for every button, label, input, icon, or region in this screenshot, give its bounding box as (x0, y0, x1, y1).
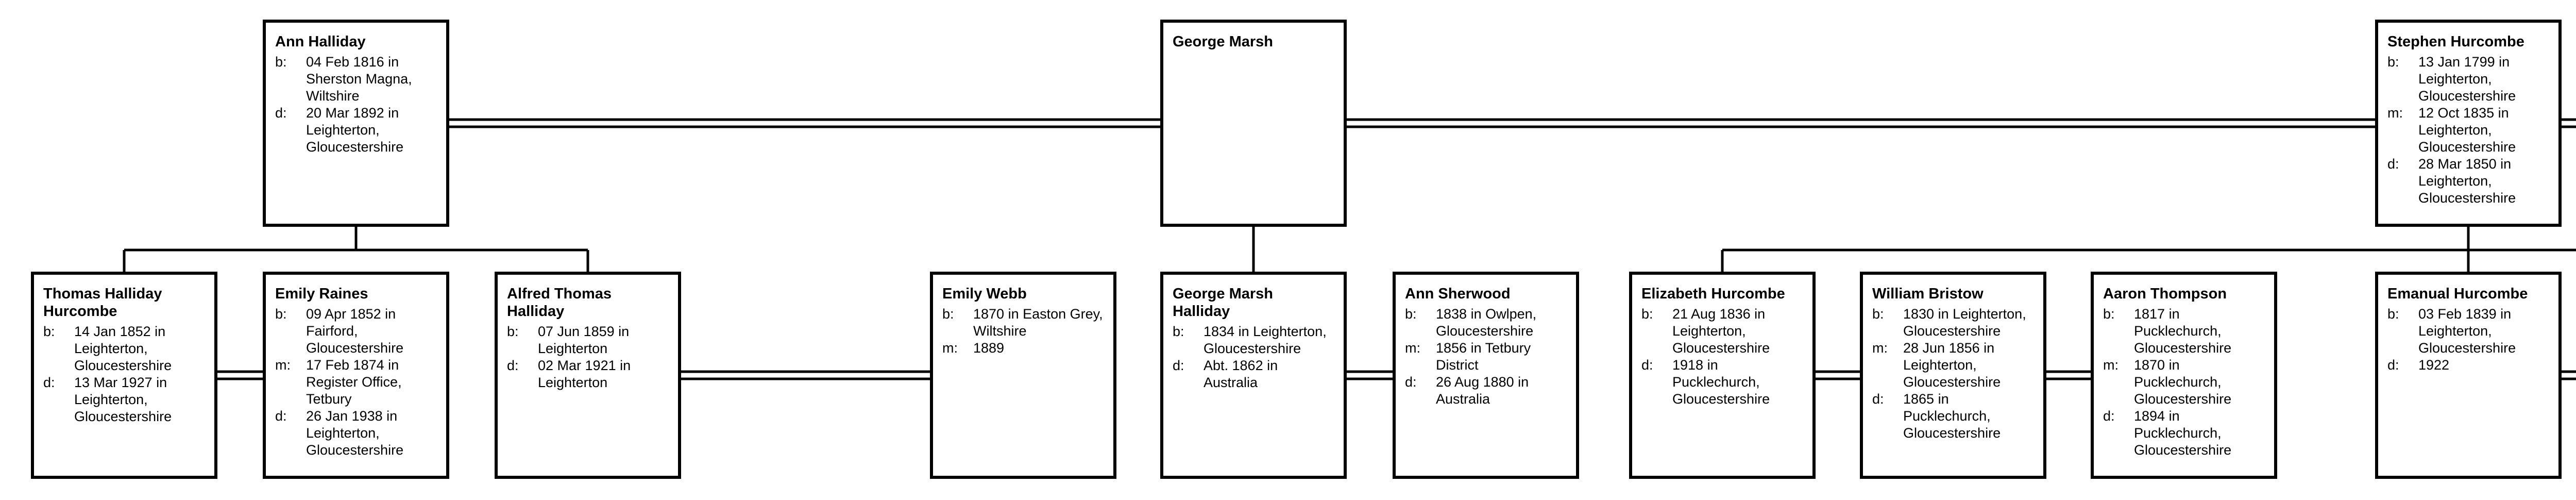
person-name: Emily Raines (275, 286, 368, 302)
fact-label: d: (1173, 358, 1184, 373)
fact-row (275, 357, 437, 408)
fact-value: 1922 (2418, 357, 2450, 373)
fact-value: 20 Mar 1892 in Leighterton, Gloucestershire (306, 105, 404, 155)
fact-value: 26 Jan 1938 in Leighterton, Gloucestershire (306, 408, 404, 458)
fact-label: d: (2387, 357, 2399, 373)
fact-label: b: (1872, 306, 1884, 322)
fact-label: m: (942, 340, 958, 356)
person-name: George Marsh Halliday (1173, 286, 1273, 320)
fact-value: 1889 (973, 340, 1005, 356)
fact-row (1173, 357, 1334, 391)
fact-row (275, 408, 437, 459)
fact-row (942, 340, 1104, 357)
fact-label: b: (1405, 306, 1417, 322)
fact-row (43, 323, 205, 374)
fact-row (2387, 105, 2549, 156)
fact-value: 1918 in Pucklechurch, Gloucestershire (1672, 357, 1770, 407)
person-name: Stephen Hurcombe (2387, 34, 2524, 50)
fact-row (275, 306, 437, 357)
person-box-william-bristow[interactable] (1860, 272, 2046, 479)
person-name: Ann Sherwood (1405, 286, 1511, 302)
person-name: Aaron Thompson (2103, 286, 2227, 302)
fact-row (507, 323, 669, 357)
fact-label: d: (1641, 357, 1653, 373)
fact-row (1173, 323, 1334, 357)
person-name: Emanual Hurcombe (2387, 286, 2528, 302)
person-box-emily-raines[interactable] (263, 272, 449, 479)
fact-label: d: (1405, 374, 1417, 390)
person-box-george-marsh[interactable] (1160, 20, 1347, 227)
fact-label: b: (2387, 306, 2399, 322)
fact-value: 28 Jun 1856 in Leighterton, Gloucestershire (1903, 340, 2001, 390)
person-name: Thomas Halliday Hurcombe (43, 286, 162, 320)
person-name: Elizabeth Hurcombe (1641, 286, 1785, 302)
fact-label: b: (2387, 54, 2399, 70)
fact-label: d: (2103, 408, 2115, 424)
fact-value: 09 Apr 1852 in Fairford, Gloucestershire (306, 306, 404, 356)
person-box-ann-halliday[interactable] (263, 20, 449, 227)
fact-value: 1894 in Pucklechurch, Gloucestershire (2134, 408, 2232, 458)
person-box-george-marsh-halliday[interactable] (1160, 272, 1347, 479)
fact-row (1405, 306, 1567, 340)
fact-label: d: (275, 105, 287, 121)
fact-value: 28 Mar 1850 in Leighterton, Gloucestershire (2418, 156, 2516, 206)
fact-row (43, 374, 205, 425)
fact-label: m: (1405, 340, 1420, 356)
fact-label: b: (43, 324, 55, 339)
fact-label: d: (507, 358, 519, 373)
fact-label: m: (1872, 340, 1888, 356)
fact-value: 02 Mar 1921 in Leighterton (538, 358, 631, 390)
fact-value: 1870 in Pucklechurch, Gloucestershire (2134, 357, 2232, 407)
fact-row (2387, 156, 2549, 207)
person-box-emanual-hurcombe[interactable] (2375, 272, 2562, 479)
fact-label: b: (275, 306, 287, 322)
fact-row (1872, 391, 2034, 442)
fact-value: 1834 in Leighterton, Gloucestershire (1204, 324, 1327, 356)
fact-label: d: (43, 375, 55, 390)
fact-label: m: (2103, 357, 2119, 373)
fact-row (1872, 306, 2034, 340)
fact-label: b: (2103, 306, 2115, 322)
fact-label: b: (275, 54, 287, 70)
fact-value: 13 Mar 1927 in Leighterton, Gloucestershire (74, 375, 172, 424)
fact-value: 14 Jan 1852 in Leighterton, Gloucestershire (74, 324, 172, 373)
fact-row (2387, 306, 2549, 357)
fact-label: m: (2387, 105, 2403, 121)
fact-value: 1870 in Easton Grey, Wiltshire (973, 306, 1103, 339)
fact-value: 1865 in Pucklechurch, Gloucestershire (1903, 391, 2001, 441)
fact-row (1405, 374, 1567, 408)
fact-value: 17 Feb 1874 in Register Office, Tetbury (306, 357, 402, 407)
person-box-alfred-thomas-halliday[interactable] (495, 272, 681, 479)
fact-label: b: (1173, 324, 1184, 339)
fact-value: 1856 in Tetbury District (1436, 340, 1531, 373)
person-name: Ann Halliday (275, 34, 366, 50)
person-name: George Marsh (1173, 34, 1273, 50)
person-box-thomas-halliday-hurcombe[interactable] (31, 272, 217, 479)
fact-row (2103, 357, 2265, 408)
person-box-aaron-thompson[interactable] (2091, 272, 2277, 479)
fact-row (2103, 408, 2265, 459)
fact-label: d: (2387, 156, 2399, 172)
fact-value: 13 Jan 1799 in Leighterton, Gloucestershire (2418, 54, 2516, 104)
fact-value: 04 Feb 1816 in Sherston Magna, Wiltshire (306, 54, 412, 104)
fact-label: d: (275, 408, 287, 424)
person-box-stephen-hurcombe[interactable] (2375, 20, 2562, 227)
fact-value: 26 Aug 1880 in Australia (1436, 374, 1529, 407)
fact-row (1641, 357, 1803, 408)
person-name: William Bristow (1872, 286, 1984, 302)
fact-value: 03 Feb 1839 in Leighterton, Gloucestershire (2418, 306, 2516, 356)
fact-row (1641, 306, 1803, 357)
fact-value: 21 Aug 1836 in Leighterton, Gloucestershire (1672, 306, 1770, 356)
person-box-emily-webb[interactable] (930, 272, 1116, 479)
fact-value: 1830 in Leighterton, Gloucestershire (1903, 306, 2026, 339)
fact-value: 12 Oct 1835 in Leighterton, Gloucestershire (2418, 105, 2516, 155)
person-name: Emily Webb (942, 286, 1027, 302)
fact-label: m: (275, 357, 291, 373)
fact-row (275, 54, 437, 105)
fact-row (2387, 54, 2549, 105)
person-box-elizabeth-hurcombe[interactable] (1629, 272, 1816, 479)
fact-row (275, 105, 437, 156)
fact-label: d: (1872, 391, 1884, 407)
fact-row (1872, 340, 2034, 391)
fact-row (507, 357, 669, 391)
fact-label: b: (942, 306, 954, 322)
fact-value: 1838 in Owlpen, Gloucestershire (1436, 306, 1537, 339)
fact-value: Abt. 1862 in Australia (1204, 358, 1278, 390)
fact-value: 07 Jun 1859 in Leighterton (538, 324, 630, 356)
fact-row (2103, 306, 2265, 357)
fact-value: 1817 in Pucklechurch, Gloucestershire (2134, 306, 2232, 356)
person-box-ann-sherwood[interactable] (1393, 272, 1579, 479)
fact-row (2387, 357, 2549, 374)
fact-label: b: (507, 324, 519, 339)
fact-label: b: (1641, 306, 1653, 322)
person-name: Alfred Thomas Halliday (507, 286, 612, 320)
fact-row (1405, 340, 1567, 374)
fact-row (942, 306, 1104, 340)
